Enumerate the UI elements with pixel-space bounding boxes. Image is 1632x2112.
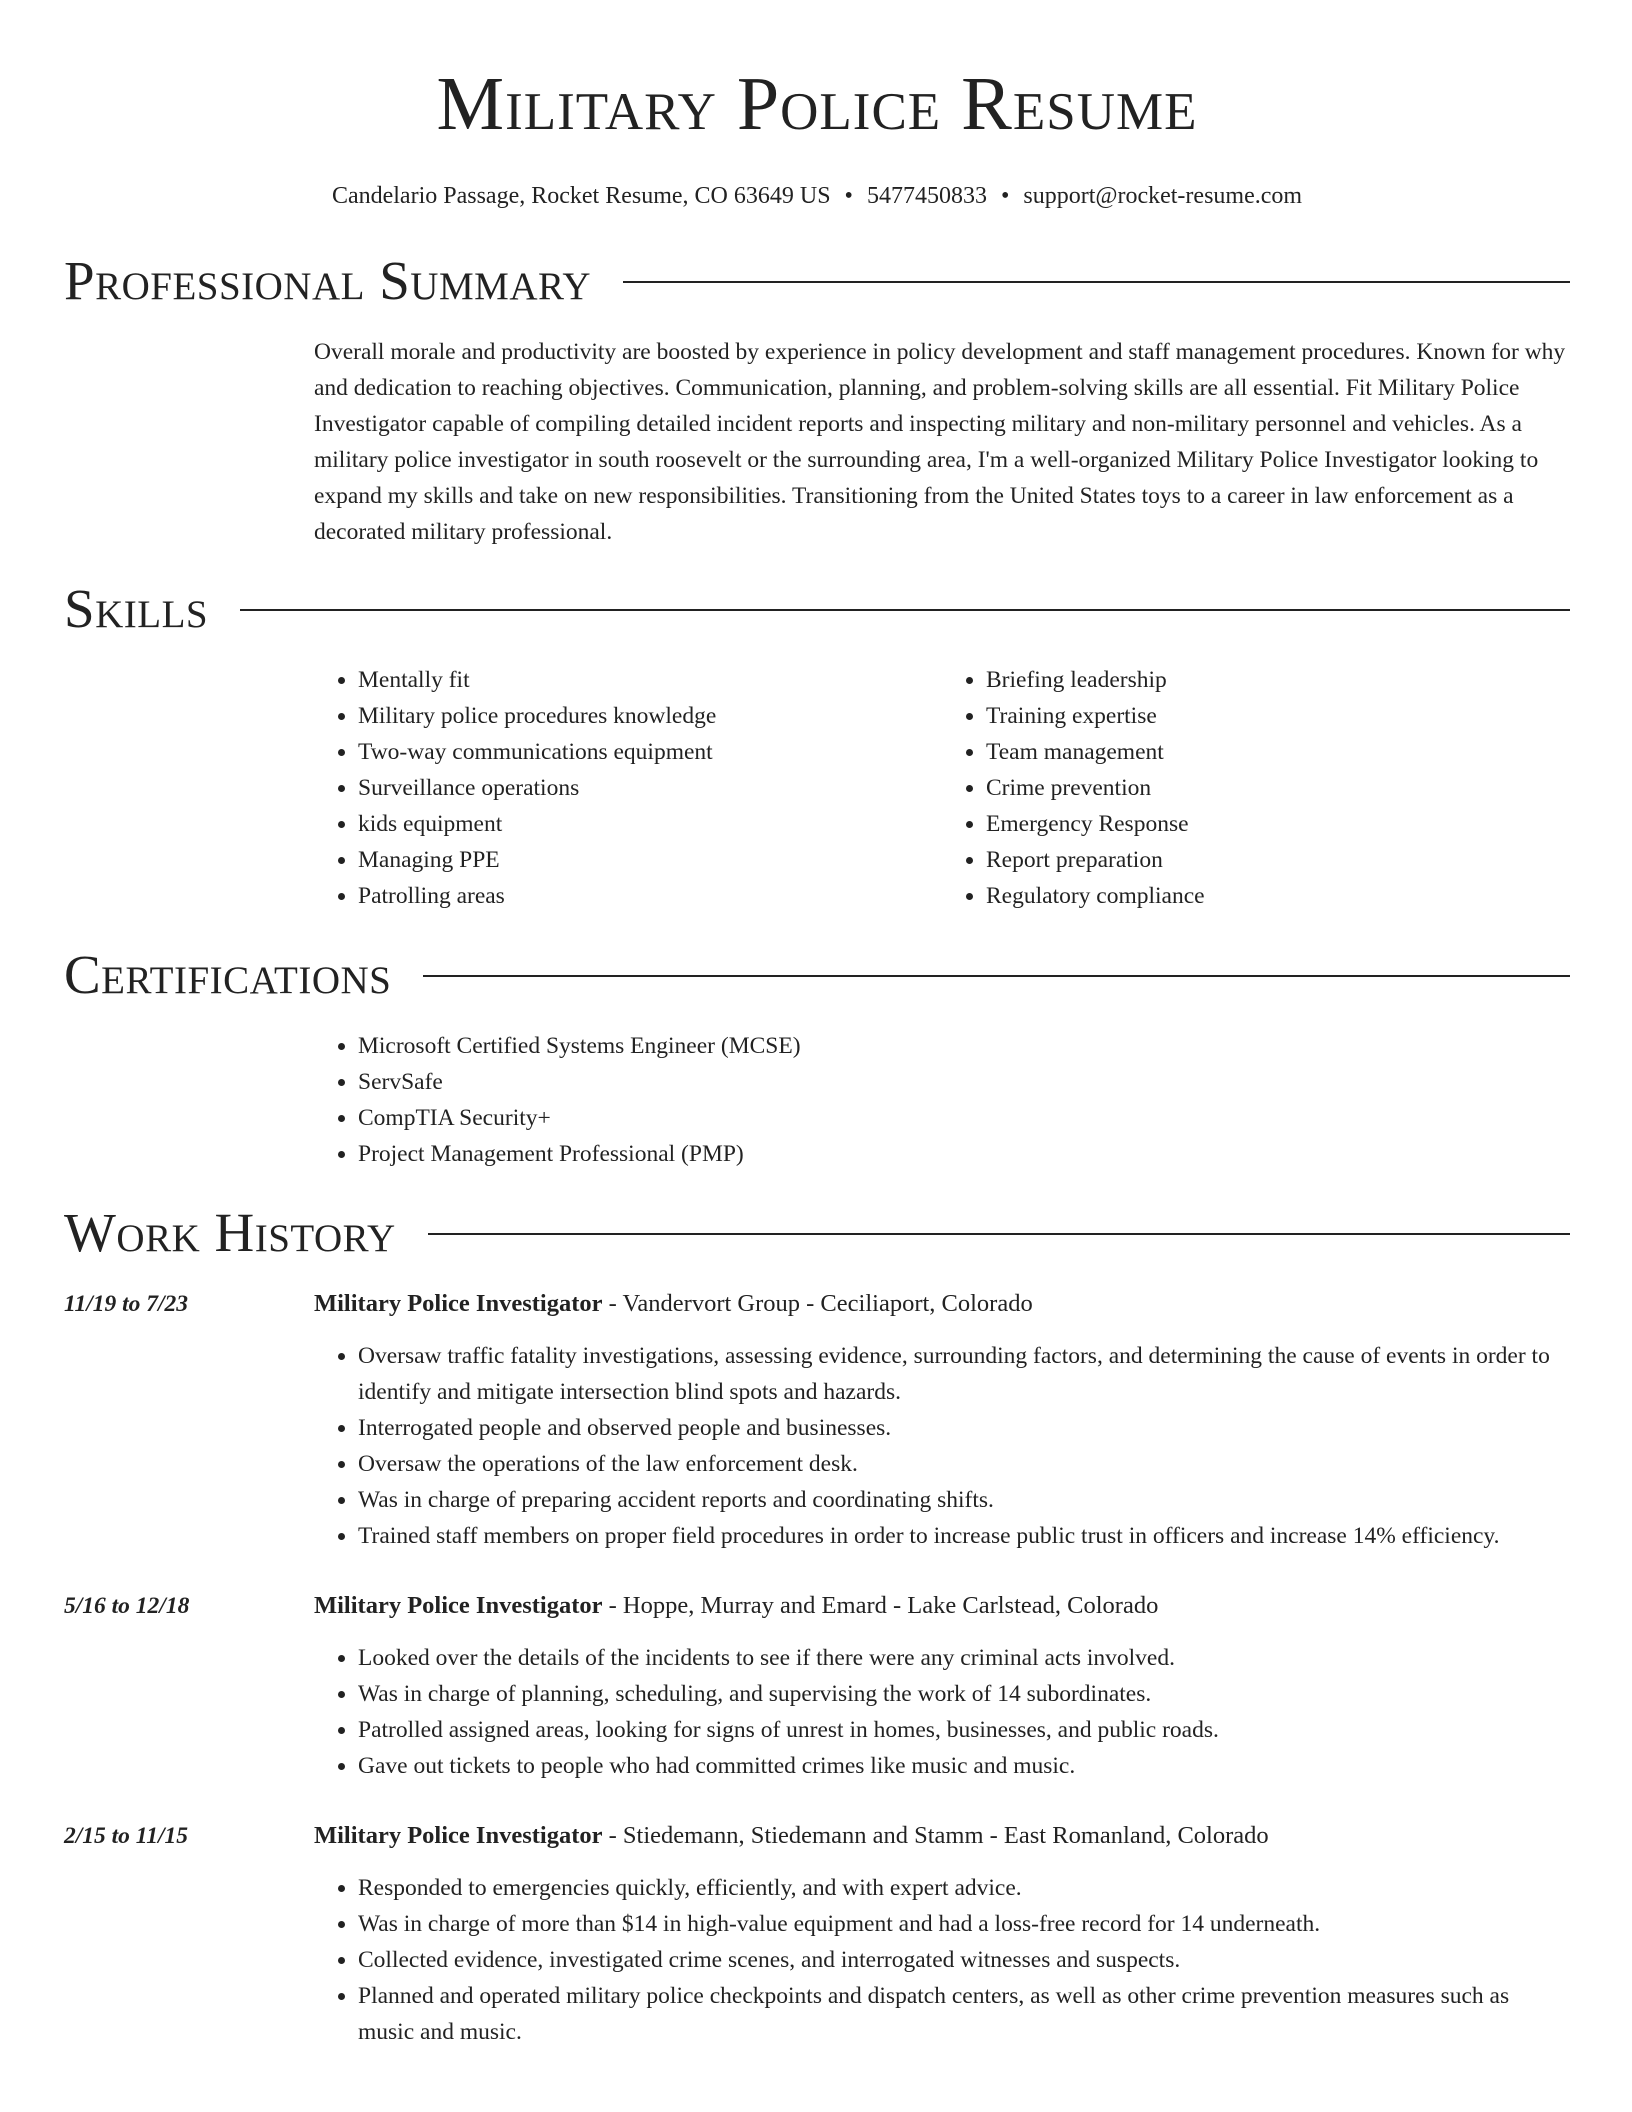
contact-email: support@rocket-resume.com <box>1023 183 1303 209</box>
job-heading <box>314 1286 1570 1322</box>
skills-list-right <box>942 662 1570 914</box>
job-title: Military Police Investigator <box>314 1592 603 1619</box>
job-bullets <box>314 1870 1570 2050</box>
skill-item: • Team management <box>986 734 1570 770</box>
skill-item: • Mentally fit <box>358 662 942 698</box>
job-bullet: • Responded to emergencies quickly, efficiently, and with expert advice. <box>358 1870 1570 1906</box>
certifications-heading: Certifications <box>64 944 392 1005</box>
section-divider <box>423 975 1570 977</box>
certification-item: • Microsoft Certified Systems Engineer (MCSE) <box>358 1028 1570 1064</box>
job-bullet: • Patrolled assigned areas, looking for signs of unrest in homes, businesses, and public roads. <box>358 1712 1570 1748</box>
job-bullet: • Planned and operated military police checkpoints and dispatch centers, as well as other crime prevention measures such as music and music. <box>358 1978 1570 2050</box>
job-employer-location: - Stiedemann, Stiedemann and Stamm - East Romanland, Colorado <box>602 1822 1269 1849</box>
work-history-heading: Work History <box>64 1202 396 1263</box>
job-entry <box>64 1818 1570 2050</box>
skills-section-header <box>64 578 1570 640</box>
section-divider <box>623 281 1570 283</box>
job-entry <box>64 1286 1570 1554</box>
job-employer-location: - Vandervort Group - Ceciliaport, Colorado <box>602 1290 1033 1317</box>
skill-item: • Managing PPE <box>358 842 942 878</box>
skill-item: • Regulatory compliance <box>986 878 1570 914</box>
skills-grid <box>314 662 1570 914</box>
skill-item: • Surveillance operations <box>358 770 942 806</box>
skill-item: • Training expertise <box>986 698 1570 734</box>
work-history-section-header <box>64 1202 1570 1264</box>
job-bullet: • Looked over the details of the incidents to see if there were any criminal acts involved. <box>358 1640 1570 1676</box>
job-heading <box>314 1818 1570 1854</box>
skill-item: • Two-way communications equipment <box>358 734 942 770</box>
job-date: 5/16 to 12/18 <box>64 1593 190 1619</box>
section-divider <box>428 1233 1570 1235</box>
job-title: Military Police Investigator <box>314 1822 603 1849</box>
job-details <box>314 1588 1570 1784</box>
section-divider <box>240 609 1570 611</box>
certification-item: • Project Management Professional (PMP) <box>358 1136 1570 1172</box>
job-bullet: • Interrogated people and observed people and businesses. <box>358 1410 1570 1446</box>
job-bullet: • Was in charge of preparing accident reports and coordinating shifts. <box>358 1482 1570 1518</box>
summary-text: Overall morale and productivity are boosted by experience in policy development and staff management procedures. Known for why and dedication to reaching objectives. Communication, planning, and problem-solving skills are all essential. Fit Military Police Investigator capable of compiling detailed incident reports and inspecting military and non-military personnel and vehicles. As a military police investigator in south roosevelt or the surrounding area, I'm a well-organized Military Police Investigator looking to expand my skills and take on new responsibilities. Transitioning from the United States toys to a career in law enforcement as a decorated military professional. <box>314 339 1566 545</box>
certification-item: • ServSafe <box>358 1064 1570 1100</box>
job-details <box>314 1286 1570 1554</box>
resume-title: Military Police Resume <box>436 62 1198 146</box>
job-details <box>314 1818 1570 2050</box>
certifications-section-header <box>64 944 1570 1006</box>
skill-item: • kids equipment <box>358 806 942 842</box>
certification-item: • CompTIA Security+ <box>358 1100 1570 1136</box>
certifications-list <box>314 1028 1570 1172</box>
skill-item: • Crime prevention <box>986 770 1570 806</box>
job-bullet: • Was in charge of planning, scheduling, and supervising the work of 14 subordinates. <box>358 1676 1570 1712</box>
skills-list-left <box>314 662 942 914</box>
job-bullet: • Gave out tickets to people who had committed crimes like music and music. <box>358 1748 1570 1784</box>
job-title: Military Police Investigator <box>314 1290 603 1317</box>
job-bullet: • Trained staff members on proper field procedures in order to increase public trust in officers and increase 14% efficiency. <box>358 1518 1570 1554</box>
job-employer-location: - Hoppe, Murray and Emard - Lake Carlstead, Colorado <box>602 1592 1159 1619</box>
job-bullet: • Collected evidence, investigated crime scenes, and interrogated witnesses and suspects. <box>358 1942 1570 1978</box>
skill-item: • Patrolling areas <box>358 878 942 914</box>
contact-separator: • <box>844 183 853 209</box>
job-bullets <box>314 1338 1570 1554</box>
contact-separator: • <box>1000 183 1010 209</box>
contact-phone: 5477450833 <box>866 183 987 209</box>
job-date: 11/19 to 7/23 <box>64 1291 189 1317</box>
skill-item: • Military police procedures knowledge <box>358 698 942 734</box>
job-heading <box>314 1588 1570 1624</box>
job-bullet: • Oversaw the operations of the law enforcement desk. <box>358 1446 1570 1482</box>
summary-section-header <box>64 250 1570 312</box>
job-bullets <box>314 1640 1570 1784</box>
job-bullet: • Was in charge of more than $14 in high-value equipment and had a loss-free record for 14 underneath. <box>358 1906 1570 1942</box>
skill-item: • Report preparation <box>986 842 1570 878</box>
skill-item: • Emergency Response <box>986 806 1570 842</box>
summary-heading: Professional Summary <box>64 250 592 311</box>
contact-line <box>64 180 1570 212</box>
job-entry <box>64 1588 1570 1784</box>
certifications-block <box>314 1028 1570 1172</box>
contact-address: Candelario Passage, Rocket Resume, CO 63649 US <box>331 183 831 209</box>
skills-heading: Skills <box>64 578 209 639</box>
skill-item: • Briefing leadership <box>986 662 1570 698</box>
job-date: 2/15 to 11/15 <box>64 1823 189 1849</box>
job-bullet: • Oversaw traffic fatality investigations, assessing evidence, surrounding factors, and determining the cause of events in order to identify and mitigate intersection blind spots and hazards. <box>358 1338 1570 1410</box>
